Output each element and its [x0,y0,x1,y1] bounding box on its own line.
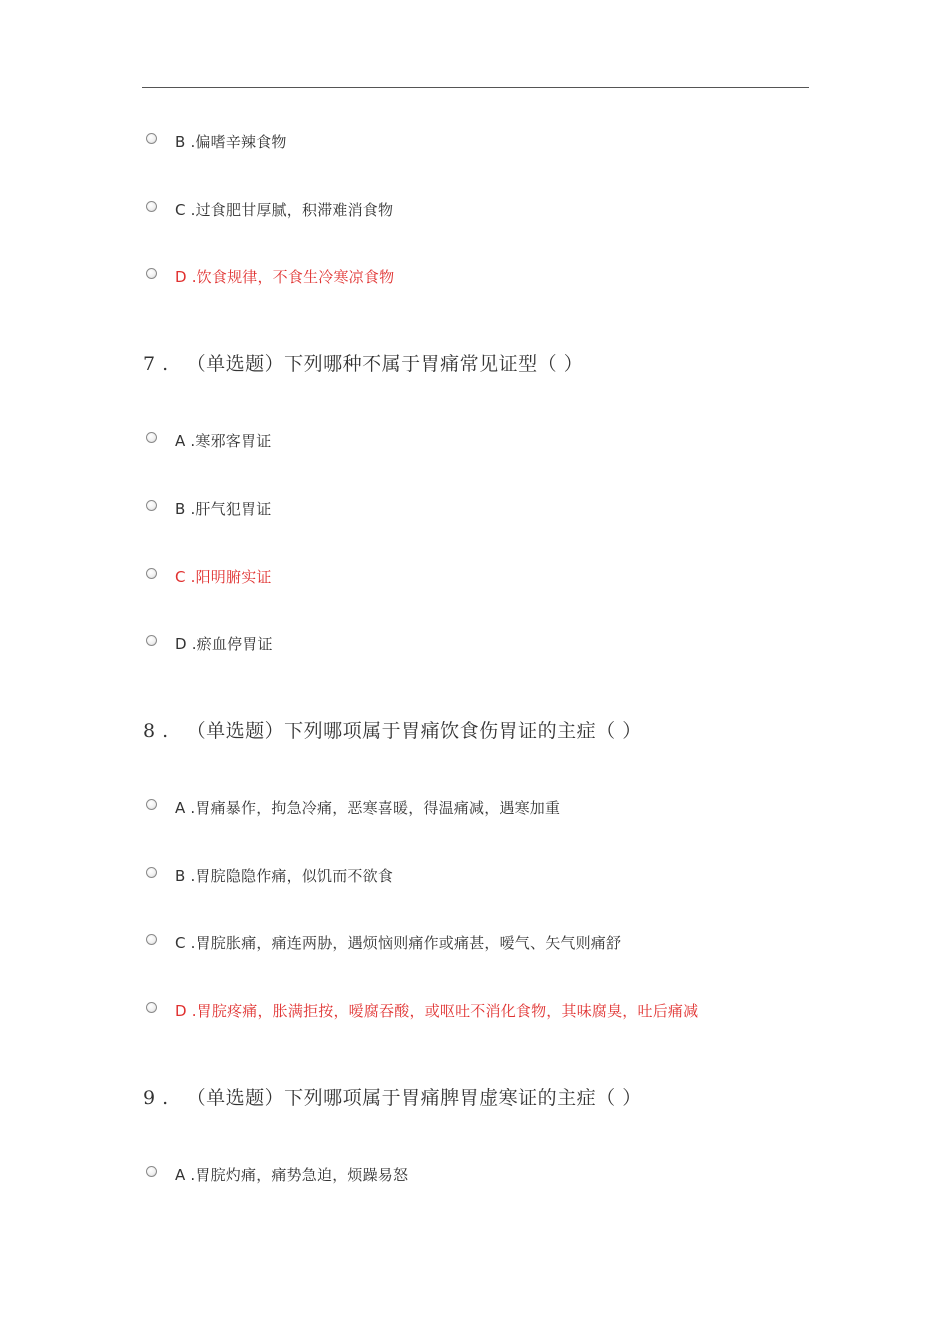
question-number: 7 . [143,353,169,375]
radio-button-icon[interactable] [146,500,157,511]
radio-button-icon[interactable] [146,635,157,646]
option-q8-d[interactable] [146,999,698,1023]
option-label: B .肝气犯胃证 [175,500,272,518]
option-q6-d[interactable] [146,265,394,289]
question-number: 9 . [143,1087,169,1109]
option-label: A .寒邪客胃证 [175,432,272,450]
radio-button-icon[interactable] [146,133,157,144]
question-text: （单选题）下列哪项属于胃痛脾胃虚寒证的主症（ ） [186,1087,642,1109]
option-q8-c[interactable] [146,931,621,955]
option-label: B .偏嗜辛辣食物 [175,133,287,151]
question-text: （单选题）下列哪项属于胃痛饮食伤胃证的主症（ ） [186,720,642,742]
option-label-correct: C .阳明腑实证 [175,568,272,586]
option-label: D .瘀血停胃证 [175,635,273,653]
option-q7-d[interactable] [146,632,273,656]
radio-button-icon[interactable] [146,201,157,212]
option-q6-b[interactable] [146,130,287,154]
option-q6-c[interactable] [146,198,393,222]
top-divider [142,87,809,88]
question-8-title [143,716,642,746]
radio-button-icon[interactable] [146,1002,157,1013]
question-9-title [143,1083,642,1113]
option-q7-b[interactable] [146,497,271,521]
radio-button-icon[interactable] [146,568,157,579]
option-q8-a[interactable] [146,796,560,820]
option-label: A .胃脘灼痛，痛势急迫，烦躁易怒 [175,1166,409,1184]
radio-button-icon[interactable] [146,799,157,810]
radio-button-icon[interactable] [146,867,157,878]
radio-button-icon[interactable] [146,432,157,443]
radio-button-icon[interactable] [146,268,157,279]
question-7-title [143,349,583,379]
option-q9-a[interactable] [146,1163,408,1187]
option-label: C .胃脘胀痛，痛连两胁，遇烦恼则痛作或痛甚，嗳气、矢气则痛舒 [175,934,622,952]
option-q7-a[interactable] [146,429,271,453]
option-label: B .胃脘隐隐作痛，似饥而不欲食 [175,867,394,885]
question-text: （单选题）下列哪种不属于胃痛常见证型（ ） [186,353,584,375]
radio-button-icon[interactable] [146,934,157,945]
option-q7-c[interactable] [146,565,272,589]
option-label-correct: D .胃脘疼痛，胀满拒按，嗳腐吞酸，或呕吐不消化食物，其味腐臭，吐后痛减 [175,1002,699,1020]
option-label-correct: D .饮食规律，不食生冷寒凉食物 [175,268,395,286]
option-q8-b[interactable] [146,864,393,888]
radio-button-icon[interactable] [146,1166,157,1177]
question-number: 8 . [143,720,169,742]
option-label: C .过食肥甘厚腻，积滞难消食物 [175,201,394,219]
option-label: A .胃痛暴作，拘急冷痛，恶寒喜暖，得温痛减，遇寒加重 [175,799,561,817]
